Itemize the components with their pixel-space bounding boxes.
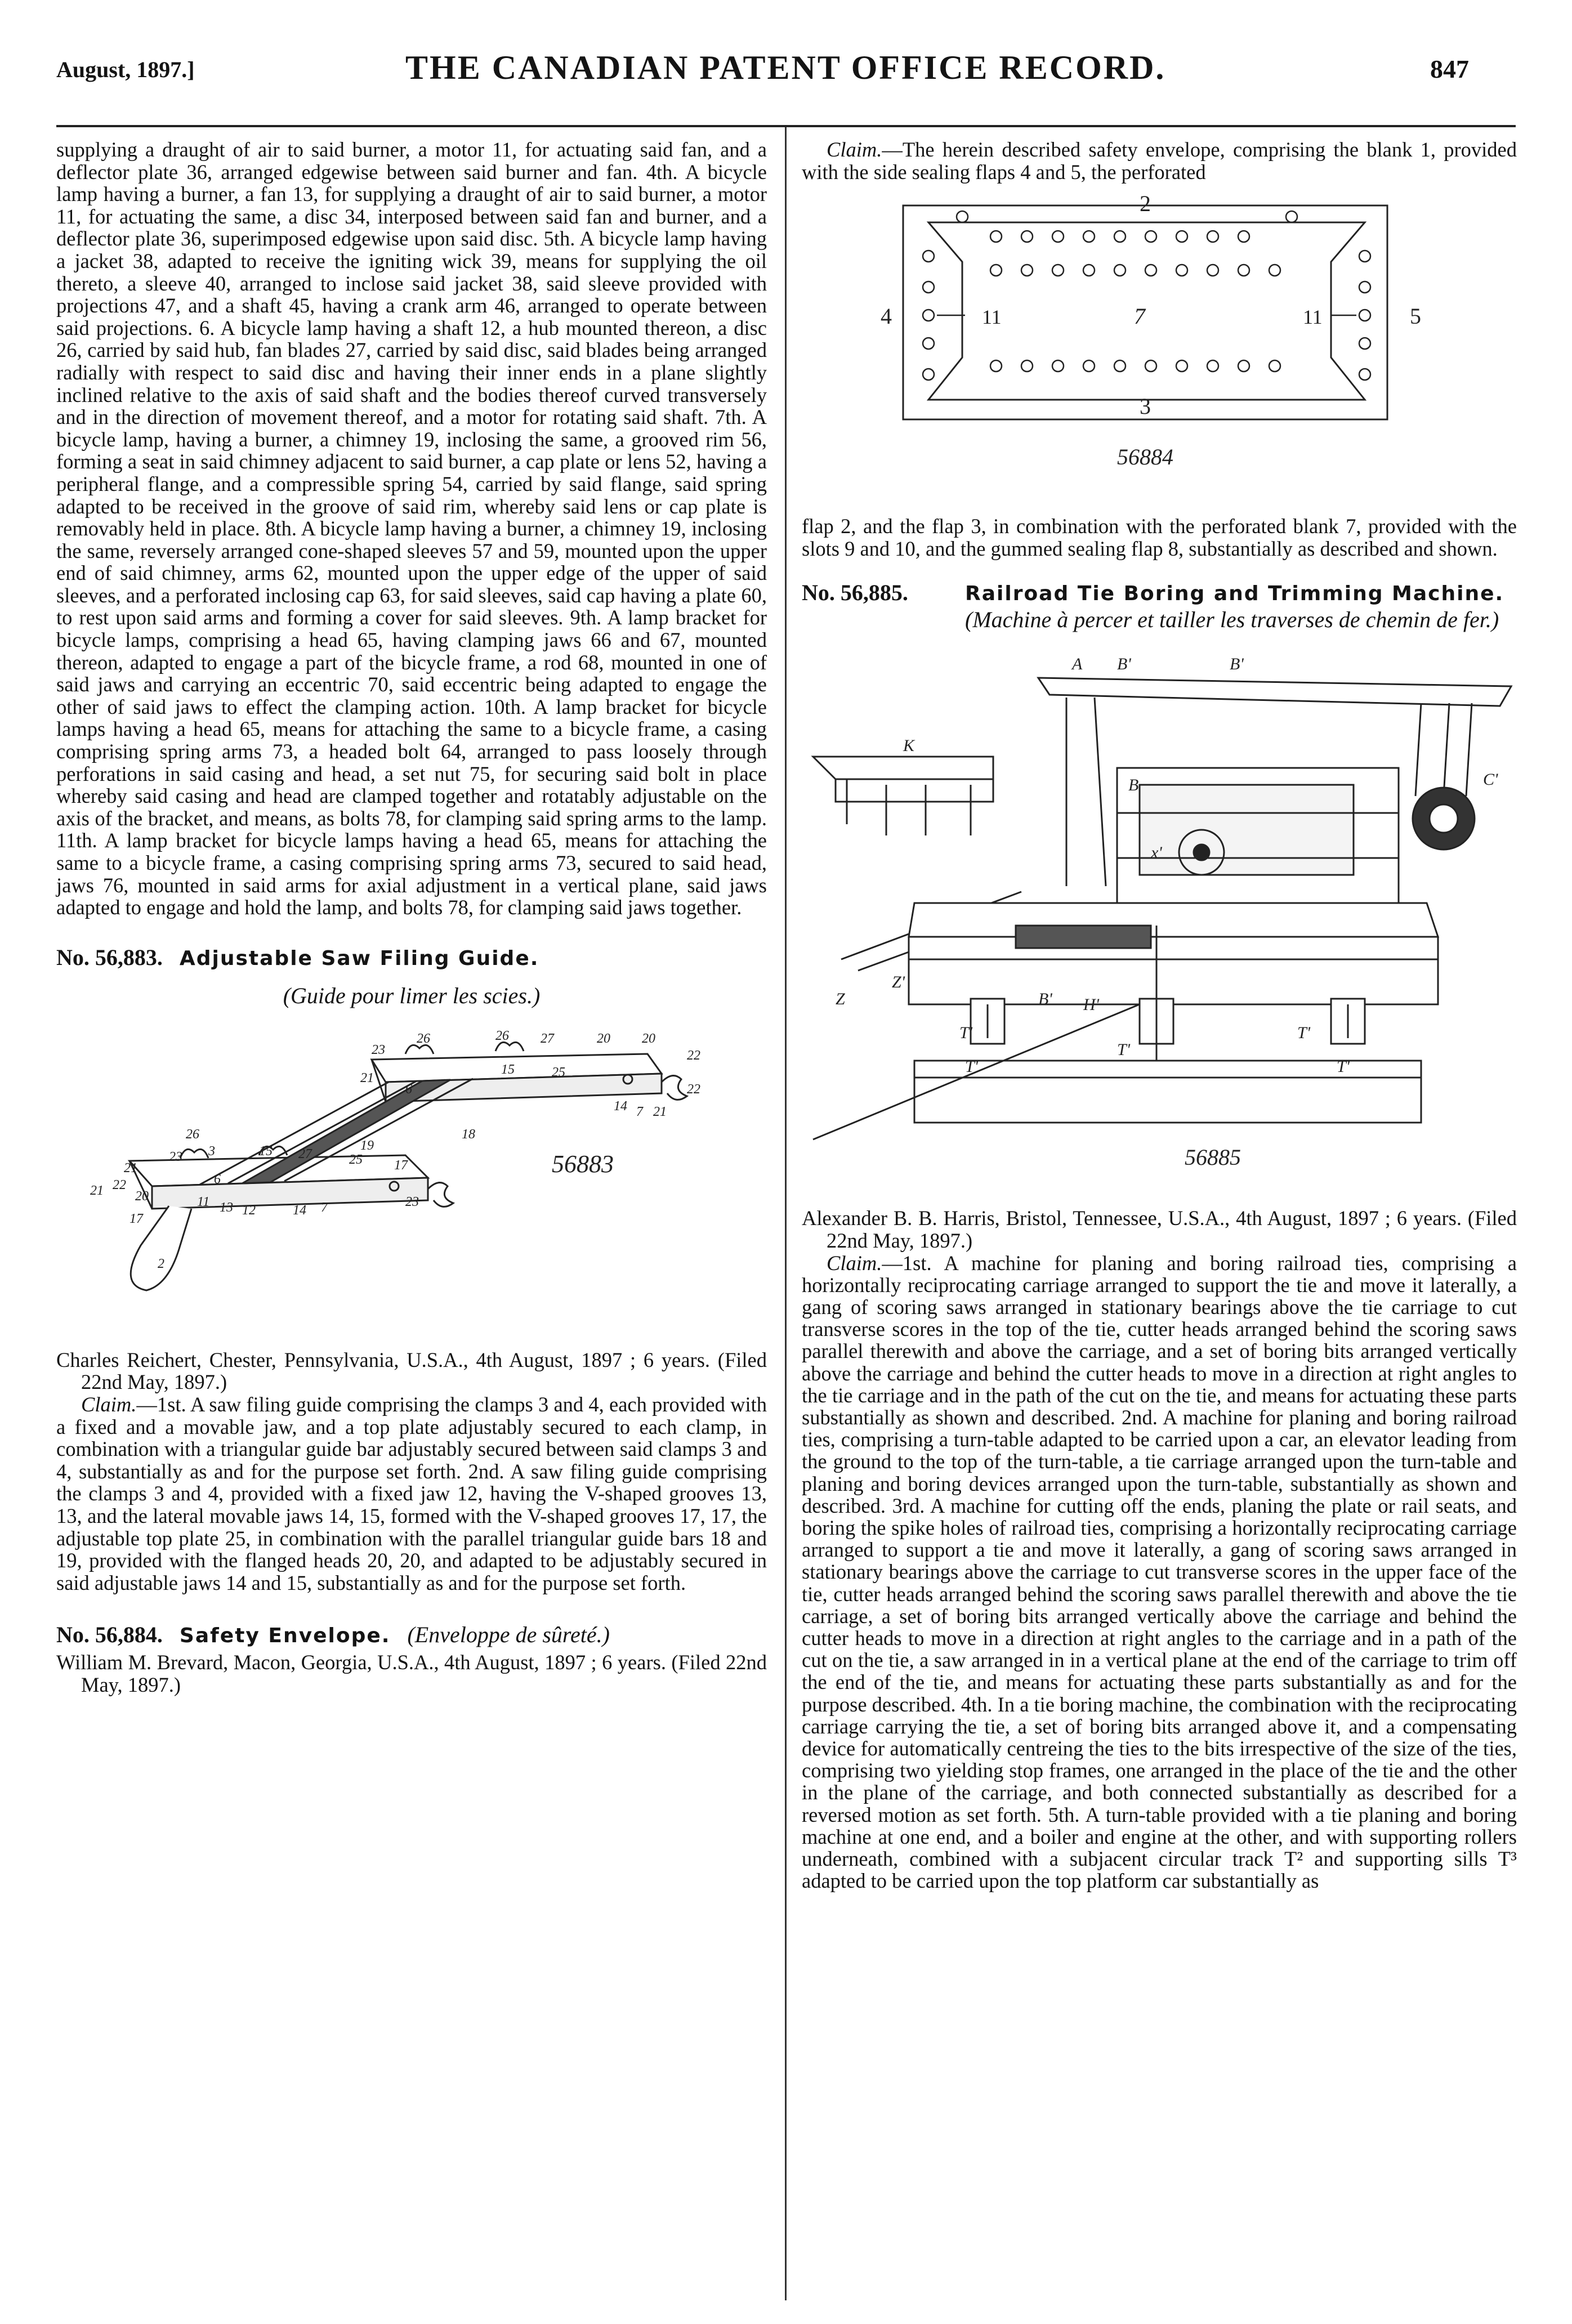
patent-884-heading	[56, 1622, 767, 1649]
saw-guide-part-label: 15	[501, 1062, 515, 1077]
envelope-label-slot-left: 11	[982, 306, 1002, 329]
patent-884-french-title: (Enveloppe de sûreté.)	[407, 1622, 610, 1648]
saw-guide-part-label: 3	[208, 1143, 215, 1159]
saw-guide-part-label: 12	[242, 1203, 256, 1218]
patent-884-inventor: William M. Brevard, Macon, Georgia, U.S.A., 4th August, 1897 ; 6 years. (Filed 22nd May, 1897.)	[56, 1651, 767, 1696]
header-title: THE CANADIAN PATENT OFFICE RECORD.	[405, 49, 1166, 86]
envelope-label-top: 2	[1140, 194, 1151, 217]
right-column	[802, 138, 1517, 1892]
saw-guide-part-label: 22	[687, 1048, 700, 1063]
machine-label-z: Z	[836, 990, 845, 1009]
machine-figure	[802, 644, 1517, 1190]
saw-guide-part-label: 22	[687, 1081, 700, 1097]
saw-guide-part-label: 6	[405, 1081, 412, 1097]
machine-label-b: B	[1128, 776, 1139, 795]
machine-label-a: A	[1072, 655, 1083, 674]
envelope-label-bottom: 3	[1140, 394, 1151, 419]
patent-883-number: No. 56,883.	[56, 944, 163, 970]
saw-guide-part-label: 26	[417, 1031, 430, 1046]
saw-guide-part-label: 20	[597, 1031, 610, 1046]
saw-guide-figure-number: 56883	[552, 1150, 614, 1178]
left-column	[56, 138, 767, 1696]
patent-884-title: Safety Envelope.	[179, 1624, 391, 1648]
envelope-label-left: 4	[881, 303, 892, 329]
saw-guide-part-label: 7	[636, 1104, 643, 1119]
saw-guide-part-label: 27	[298, 1146, 312, 1161]
saw-guide-part-label: 17	[129, 1211, 143, 1226]
patent-885-claim-text: —1st. A machine for planing and boring railroad ties, comprising a horizontally reciprocating carriage arranged to support the tie and move it laterally, a gang of scoring saws arranged in stationary bearings above the tie carriage to cut transverse scores in the top of the tie, cutter heads arranged behind the scoring saws parallel therewith and above the carriage, and a set of boring bits arranged vertically above the carriage and behind the cutter heads to move in a direction at right angles to the tie carriage and in the path of the cut on the tie, and means for actuating these parts substantially as shown and described. 2nd. A machine for planing and boring railroad ties, comprising a turn-table adapted to be carried upon a car, an elevator leading from the ground to the top of the turn-table, a tie carriage arranged upon the turn-table and planing and boring devices arranged upon the turn-table, substantially as shown and described. 3rd. A machine for cutting off the ends, planing the plate or rail seats, and boring the spike holes of railroad ties, comprising a horizontally reciprocating carriage arranged to support a tie and move it laterally, a gang of scoring saws arranged in stationary bearings above the carriage to cut transverse scores in the upper face of the tie, cutter heads arranged behind the scoring saws parallel therewith and above the tie carriage, a set of boring bits arranged vertically above the carriage and behind the cutter heads to move in a direction at right angles to the carriage and in a path of the cut on the tie, a saw arranged in in a vertical plane at the end of the carriage to trim off the end of the tie, and means for actuating these parts substantially as and for the purpose described. 4th. In a tie boring machine, the combination with the reciprocating carriage carrying the tie, a set of boring bits arranged above it, and a compensating device for automatically centreing the ties to the bits irrespective of the size of the ties, comprising two yielding stop frames, one arranged in the place of the tie and the other in the plane of the carriage, and both connected substantially as described for a reversed motion as set forth. 5th. A turn-table provided with a tie planing and boring machine at one end, and a boiler and engine at the other, and with supporting rollers underneath, combined with a subjacent circular track T² and supporting sills T³ adapted to be carried upon the top platform car substantially as	[802, 1251, 1517, 1893]
saw-guide-figure	[56, 1020, 767, 1335]
saw-guide-part-label: 21	[653, 1104, 667, 1119]
continued-claims-text: supplying a draught of air to said burner, a motor 11, for actuating said fan, and a deflector plate 36, arranged edgewise between said burner and fan. 4th. A bicycle lamp having a burner, a fan 13, for supplying a draught of air to said burner, a motor 11, for actuating the same, a disc 34, interposed between said fan and burner, and a deflector plate 36, superimposed edgewise upon said disc. 5th. A bicycle lamp having a jacket 38, adapted to receive the igniting wick 39, means for supplying the oil thereto, a sleeve 40, arranged to inclose said jacket 38, said sleeve provided with projections 47, and a shaft 45, having a crank arm 46, arranged to operate between said projections. 6. A bicycle lamp having a shaft 12, a hub mounted thereon, a disc 26, carried by said hub, fan blades 27, carried by said disc, said blades being arranged radially with respect to said disc and having their inner ends in a plane slightly inclined relative to the axis of said shaft and the bodies thereof curved transversely and in the direction of movement thereof, and a motor for rotating said shaft. 7th. A bicycle lamp, having a burner, a chimney 19, inclosing the same, a grooved rim 56, forming a seat in said chimney adjacent to said burner, a cap plate or lens 52, having a peripheral flange, and a compressible spring 54, carried by said flange, said spring adapted to be received in the groove of said rim, whereby said lens or cap plate is removably held in place. 8th. A bicycle lamp having a burner, a chimney 19, inclosing the same, reversely arranged cone-shaped sleeves 57 and 59, mounted upon the upper end of said chimney, arms 62, mounted upon the upper edge of the upper of said sleeves, and a perforated inclosing cap 63, for said sleeves, said cap having a plate 60, to rest upon said arms and forming a cover for said sleeves. 9th. A lamp bracket for bicycle lamps, comprising a head 65, having clamping jaws 66 and 67, mounted thereon, adapted to engage a part of the bicycle frame, a rod 68, mounted in one of said jaws and carrying an eccentric 70, said eccentric being adapted to engage the other of said jaws to effect the clamping action. 10th. A lamp bracket for bicycle lamps having a head 65, means for attaching the same to a bicycle frame, a casing comprising spring arms 73, a headed bolt 64, arranged to pass loosely through perforations in said casing and head, a set nut 75, for securing said bolt in place whereby said casing and head are clamped together and rotatably adjustable on the axis of the bracket, and means, as bolts 78, for clamping said spring arms to the lamp. 11th. A lamp bracket for bicycle lamps having a head 65, means for attaching the same to a bicycle frame, a casing comprising spring arms 73, secured to said head, jaws 76, mounted in said arms for axial adjustment in a vertical plane, said jaws adapted to engage and hold the lamp, and bolts 78, for clamping said jaws together.	[56, 138, 767, 919]
envelope-label-right: 5	[1410, 303, 1421, 329]
patent-885-claim-label: Claim.	[827, 1251, 882, 1275]
envelope-label-slot-right: 11	[1303, 306, 1323, 329]
patent-885-title-block	[965, 580, 1517, 633]
saw-guide-part-label: 23	[372, 1042, 385, 1057]
saw-guide-part-label: 26	[186, 1127, 199, 1142]
saw-guide-part-label: 27	[541, 1031, 554, 1046]
patent-883-inventor: Charles Reichert, Chester, Pennsylvania, U.S.A., 4th August, 1897 ; 6 years. (Filed 22nd May, 1897.)	[56, 1348, 767, 1394]
machine-label-t5: T'	[1337, 1057, 1350, 1076]
saw-guide-part-label: 21	[90, 1183, 104, 1198]
envelope-label-center: 7	[1134, 303, 1145, 329]
machine-label-x: x'	[1151, 843, 1162, 862]
saw-guide-part-label: 21	[124, 1160, 137, 1176]
patent-883-claim	[56, 1393, 767, 1594]
patent-883-title: Adjustable Saw Filing Guide.	[179, 946, 539, 970]
machine-label-b2: B'	[1230, 655, 1244, 674]
patent-885-french-title: (Machine à percer et tailler les traverses de chemin de fer.)	[965, 607, 1499, 633]
saw-guide-part-label: 6	[214, 1172, 221, 1187]
saw-guide-part-label: 25	[552, 1065, 565, 1080]
machine-label-b1: B'	[1117, 655, 1131, 674]
envelope-claim-label: Claim.	[827, 138, 882, 161]
patent-885-title: Railroad Tie Boring and Trimming Machine.	[965, 582, 1504, 606]
patent-885-heading	[802, 580, 1517, 633]
saw-guide-part-label: 13	[220, 1200, 233, 1215]
saw-guide-part-label: 26	[495, 1028, 509, 1043]
saw-guide-part-label: 17	[394, 1157, 408, 1173]
machine-label-k: K	[903, 736, 915, 756]
machine-label-b3: B'	[1038, 990, 1052, 1009]
machine-label-t4: T'	[965, 1057, 979, 1076]
envelope-figure-number: 56884	[1117, 444, 1173, 470]
page-header	[0, 0, 1572, 90]
envelope-claim-end: flap 2, and the flap 3, in combination with the perforated blank 7, provided with the slots 9 and 10, and the gummed sealing flap 8, substantially as described and shown.	[802, 515, 1517, 560]
patent-883-claim-label: Claim.	[81, 1392, 137, 1416]
saw-guide-part-label: 22	[113, 1177, 126, 1192]
saw-guide-part-label: 20	[135, 1188, 149, 1204]
saw-guide-part-label: 2	[158, 1256, 164, 1271]
saw-guide-part-label: 23	[405, 1194, 419, 1209]
patent-885-inventor: Alexander B. B. Harris, Bristol, Tennessee, U.S.A., 4th August, 1897 ; 6 years. (Filed 22nd May, 1897.)	[802, 1206, 1517, 1252]
saw-guide-part-label: 21	[360, 1070, 374, 1085]
saw-guide-part-label: 15	[259, 1143, 273, 1159]
patent-883-heading	[56, 945, 767, 972]
machine-label-h: H'	[1083, 995, 1100, 1014]
machine-label-t3: T'	[1297, 1024, 1311, 1043]
patent-885-number: No. 56,885.	[802, 580, 908, 606]
saw-guide-part-label: 20	[642, 1031, 655, 1046]
saw-guide-part-label: 11	[197, 1194, 210, 1209]
column-rule	[785, 127, 787, 2300]
saw-guide-part-label: 18	[462, 1127, 475, 1142]
saw-guide-part-label: 14	[614, 1098, 627, 1114]
page-number: 847	[1430, 55, 1469, 83]
patent-884-number: No. 56,884.	[56, 1622, 163, 1648]
machine-label-c: C'	[1483, 770, 1498, 789]
envelope-claim-start	[802, 138, 1517, 183]
saw-guide-drawing	[56, 1020, 767, 1335]
machine-drawing	[802, 644, 1517, 1190]
envelope-claim-start-text: —The herein described safety envelope, comprising the blank 1, provided with the side sealing flaps 4 and 5, the perforated	[802, 138, 1517, 184]
patent-885-claim	[802, 1252, 1517, 1892]
envelope-figure	[802, 194, 1517, 510]
saw-guide-part-label: 23	[169, 1149, 182, 1164]
envelope-drawing	[802, 194, 1517, 510]
machine-figure-number: 56885	[1185, 1145, 1241, 1170]
header-date: August, 1897.]	[56, 57, 195, 82]
saw-guide-part-label: 7	[321, 1200, 328, 1215]
saw-guide-part-label: 25	[349, 1152, 363, 1167]
patent-883-claim-text: —1st. A saw filing guide comprising the clamps 3 and 4, each provided with a fixed and a movable jaw, and a top plate adjustably secured to each clamp, in combination with a triangular guide bar adjustably secured between said clamps 3 and 4, substantially as and for the purpose set forth. 2nd. A saw filing guide comprising the clamps 3 and 4, provided with a fixed jaw 12, having the V-shaped grooves 13, 13, and the lateral movable jaws 14, 15, formed with the V-shaped grooves 17, 17, the adjustable top plate 25, in combination with the parallel triangular guide bars 18 and 19, provided with the flanged heads 20, 20, and adapted to be adjustably secured in said adjustable jaws 14 and 15, substantially as and for the purpose set forth.	[56, 1392, 767, 1594]
saw-guide-part-label: 19	[360, 1138, 374, 1153]
saw-guide-part-label: 14	[293, 1203, 306, 1218]
patent-883-french-title: (Guide pour limer les scies.)	[283, 982, 541, 1008]
machine-label-t1: T'	[959, 1024, 973, 1043]
machine-label-z2: Z'	[892, 973, 905, 992]
machine-label-t2: T'	[1117, 1040, 1131, 1060]
